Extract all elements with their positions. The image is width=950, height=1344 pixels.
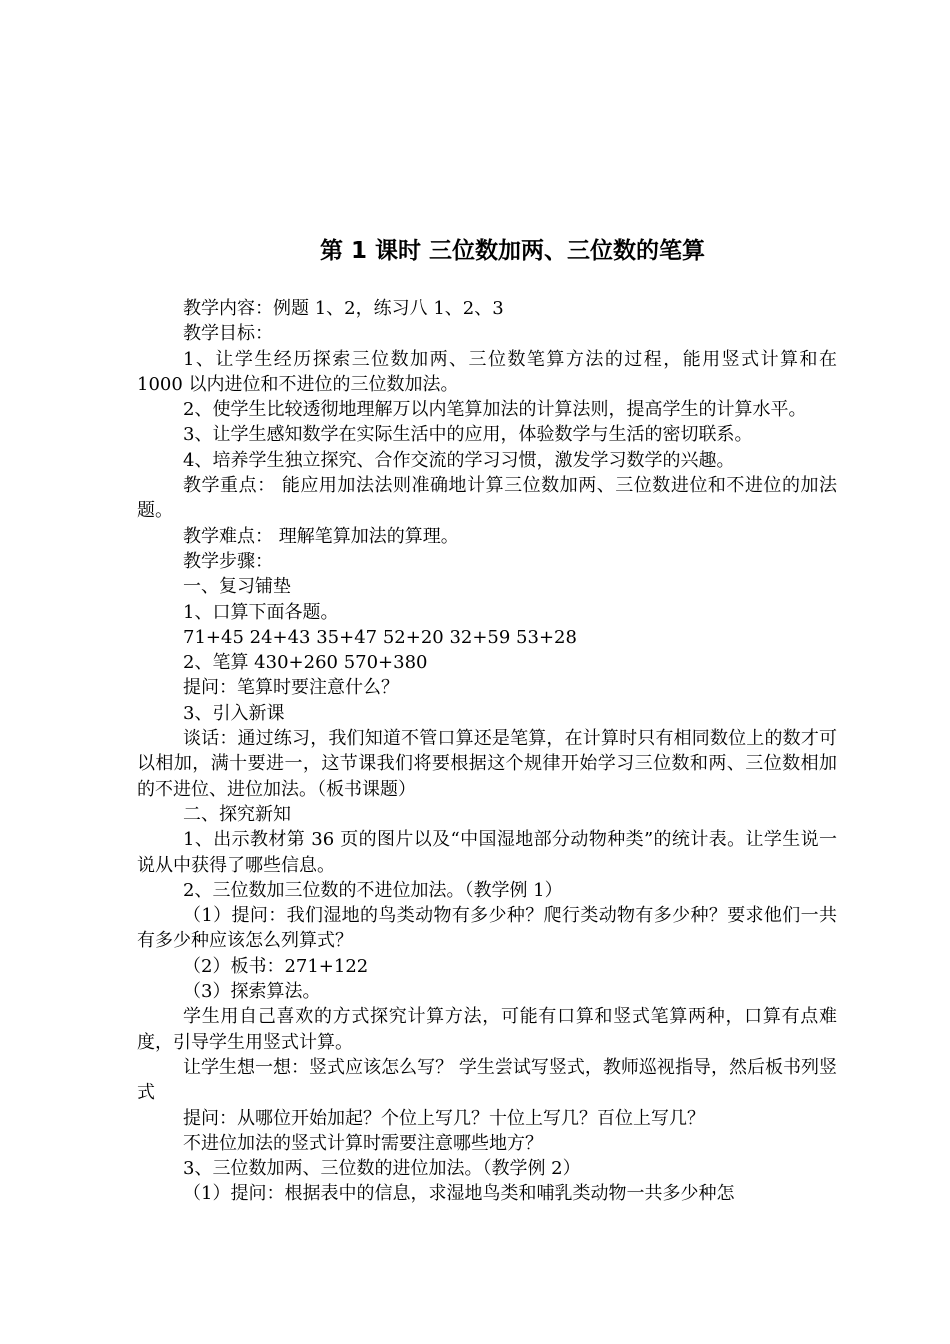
paragraph: 1、让学生经历探索三位数加两、三位数笔算方法的过程，能用竖式计算和在 1000 以内进位和不进位的三位数加法。 (137, 348, 837, 395)
document-title: 第 1 课时 三位数加两、三位数的笔算 (319, 238, 706, 264)
paragraph: 2、三位数加三位数的不进位加法。（教学例 1） (183, 879, 563, 901)
paragraph: （3）探索算法。 (183, 981, 321, 1003)
paragraph: 2、使学生比较透彻地理解万以内笔算加法的计算法则，提高学生的计算水平。 (183, 399, 807, 421)
paragraph: 3、引入新课 (183, 702, 285, 724)
paragraph: 提问：笔算时要注意什么？ (183, 677, 399, 699)
paragraph: 提问：从哪位开始加起？个位上写几？十位上写几？百位上写几？ (183, 1107, 705, 1129)
paragraph: 让学生想一想：竖式应该怎么写？ 学生尝试写竖式，教师巡视指导，然后板书列竖式 (137, 1056, 837, 1104)
paragraph: （1）提问：我们湿地的鸟类动物有多少种？爬行类动物有多少种？要求他们一共有多少种应该怎么列算式？ (137, 905, 837, 952)
paragraph: 教学难点： 理解笔算加法的算理。 (183, 525, 459, 547)
paragraph: 2、笔算 430+260 570+380 (183, 652, 428, 674)
paragraph: 3、让学生感知数学在实际生活中的应用，体验数学与生活的密切联系。 (183, 424, 753, 446)
paragraph: 不进位加法的竖式计算时需要注意哪些地方？ (183, 1132, 543, 1154)
paragraph: 4、培养学生独立探究、合作交流的学习习惯，激发学习数学的兴趣。 (183, 449, 735, 471)
paragraph: （2）板书：271+122 (183, 955, 369, 977)
paragraph: 教学重点： 能应用加法法则准确地计算三位数加两、三位数进位和不进位的加法题。 (137, 475, 837, 522)
document-body (137, 296, 837, 1207)
paragraph: 一、复习铺垫 (183, 576, 291, 598)
paragraph: （1）提问：根据表中的信息，求湿地鸟类和哺乳类动物一共多少种怎 (183, 1183, 735, 1205)
paragraph: 1、出示教材第 36 页的图片以及“中国湿地部分动物种类”的统计表。让学生说一说从中获得了哪些信息。 (137, 829, 837, 876)
paragraph: 教学步骤： (183, 550, 273, 572)
paragraph: 教学目标： (183, 323, 273, 345)
paragraph: 71+45 24+43 35+47 52+20 32+59 53+28 (183, 626, 577, 648)
paragraph: 教学内容：例题 1、2，练习八 1、2、3 (183, 298, 504, 319)
paragraph: 学生用自己喜欢的方式探究计算方法，可能有口算和竖式笔算两种，口算有点难度，引导学生用竖式计算。 (137, 1006, 837, 1053)
paragraph: 1、口算下面各题。 (183, 601, 339, 623)
paragraph: 3、三位数加两、三位数的进位加法。（教学例 2） (183, 1158, 581, 1180)
paragraph: 二、探究新知 (183, 803, 291, 825)
paragraph: 谈话：通过练习，我们知道不管口算还是笔算，在计算时只有相同数位上的数才可以相加，满十要进一，这节课我们将要根据这个规律开始学习三位数和两、三位数相加的不进位、进位加法。（板书课题） (137, 728, 837, 800)
